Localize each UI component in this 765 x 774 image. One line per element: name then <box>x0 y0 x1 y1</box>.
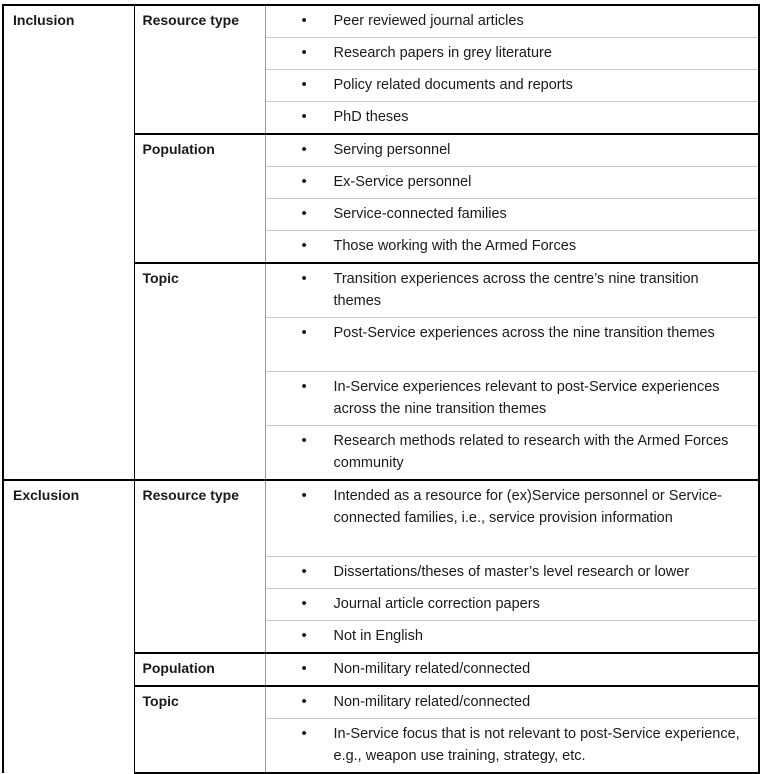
criteria-table <box>2 4 760 774</box>
list-item: • Service-connected families <box>265 199 759 231</box>
list-item: • Journal article correction papers <box>265 589 759 621</box>
list-item: • Transition experiences across the centre’s nine transition themes <box>265 263 759 318</box>
exclusion-population-label: Population <box>134 653 265 686</box>
table-row <box>3 5 759 38</box>
list-item: • Research papers in grey literature <box>265 38 759 70</box>
list-item: • PhD theses <box>265 102 759 135</box>
list-item: • Intended as a resource for (ex)Service personnel or Service-connected families, i.e., service provision information <box>265 480 759 557</box>
exclusion-resource-type-label: Resource type <box>134 480 265 653</box>
exclusion-topic-label: Topic <box>134 686 265 773</box>
list-item: • Non-military related/connected <box>265 653 759 686</box>
list-item: • Dissertations/theses of master’s level research or lower <box>265 557 759 589</box>
list-item: • Research methods related to research with the Armed Forces community <box>265 426 759 481</box>
list-item: • Peer reviewed journal articles <box>265 5 759 38</box>
list-item: • Policy related documents and reports <box>265 70 759 102</box>
exclusion-label: Exclusion <box>3 480 134 773</box>
inclusion-resource-type-label: Resource type <box>134 5 265 134</box>
list-item: • Serving personnel <box>265 134 759 167</box>
inclusion-topic-label: Topic <box>134 263 265 480</box>
list-item: • Ex-Service personnel <box>265 167 759 199</box>
inclusion-label: Inclusion <box>3 5 134 480</box>
inclusion-population-label: Population <box>134 134 265 263</box>
list-item: • In-Service focus that is not relevant to post-Service experience, e.g., weapon use training, strategy, etc. <box>265 719 759 774</box>
list-item: • Non-military related/connected <box>265 686 759 719</box>
list-item: • In-Service experiences relevant to post-Service experiences across the nine transition themes <box>265 372 759 426</box>
list-item: • Not in English <box>265 621 759 654</box>
list-item: • Post-Service experiences across the nine transition themes <box>265 318 759 372</box>
table-row <box>3 480 759 557</box>
list-item: • Those working with the Armed Forces <box>265 231 759 264</box>
